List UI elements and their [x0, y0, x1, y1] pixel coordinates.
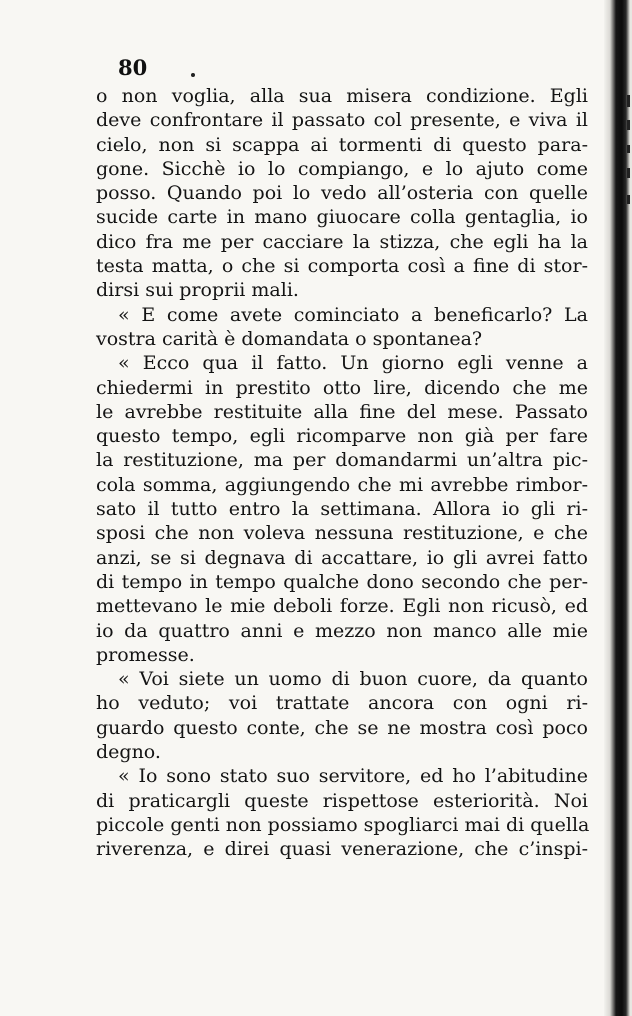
gutter-mark: [627, 145, 630, 153]
gutter-mark: [627, 95, 630, 107]
text-line: o non voglia, alla sua misera condizione. Egli: [96, 85, 588, 107]
gutter-mark: [627, 168, 630, 178]
text-line: dirsi sui proprii mali.: [96, 279, 299, 302]
text-line: la restituzione, ma per domandarmi un’altra pic-: [96, 449, 588, 472]
text-line: « Voi siete un uomo di buon cuore, da quanto: [118, 668, 588, 691]
gutter-mark: [627, 120, 630, 130]
text-line: ho veduto; voi trattate ancora con ogni ri-: [96, 692, 588, 715]
text-line: riverenza, e direi quasi venerazione, che c’inspi-: [96, 838, 588, 861]
text-line: deve confrontare il passato col presente, e viva il: [96, 109, 588, 132]
text-line: sposi che non voleva nessuna restituzione, e che: [96, 522, 588, 545]
text-line: io da quattro anni e mezzo non manco alle mie: [96, 619, 588, 642]
page-body-text: [96, 84, 588, 862]
text-line: chiedermi in prestito otto lire, dicendo che me: [96, 376, 588, 399]
book-binding-gutter: [604, 0, 632, 1016]
text-line: mettevano le mie deboli forze. Egli non ricusò, ed: [96, 595, 588, 618]
text-line: « Ecco qua il fatto. Un giorno egli venne a: [118, 352, 588, 375]
text-line: di tempo in tempo qualche dono secondo che per-: [96, 570, 588, 593]
text-line: sucide carte in mano giuocare colla gentaglia, io: [96, 206, 588, 229]
text-line: anzi, se si degnava di accattare, io gli avrei fatto: [96, 546, 588, 569]
text-line: « Io sono stato suo servitore, ed ho l’abitudine: [118, 765, 588, 788]
gutter-mark: [627, 195, 630, 204]
text-line: guardo questo conte, che se ne mostra così poco: [96, 716, 588, 739]
text-line: vostra carità è domandata o spontanea?: [96, 327, 483, 350]
text-line: le avrebbe restituite alla fine del mese. Passato: [96, 400, 588, 423]
text-line: piccole genti non possiamo spogliarci mai di quella: [96, 813, 590, 836]
text-line: « E come avete cominciato a beneficarlo? La: [118, 303, 588, 326]
text-line: posso. Quando poi lo vedo all’osteria con quelle: [96, 182, 588, 205]
text-line: cielo, non si scappa ai tormenti di questo para-: [96, 133, 588, 156]
text-line: degno.: [96, 741, 161, 764]
text-line: dico fra me per cacciare la stizza, che egli ha la: [96, 230, 588, 253]
text-line: gone. Sicchè io lo compiango, e lo ajuto come: [96, 157, 588, 180]
page-number: 80: [118, 55, 148, 80]
text-line: promesse.: [96, 643, 195, 666]
text-line: questo tempo, egli ricomparve non già per fare: [96, 425, 588, 448]
text-line: di praticargli queste rispettose esteriorità. Noi: [96, 789, 588, 812]
print-speck: [191, 73, 195, 77]
text-line: cola somma, aggiungendo che mi avrebbe rimbor-: [96, 473, 588, 496]
text-line: sato il tutto entro la settimana. Allora io gli ri-: [96, 498, 588, 521]
text-line: testa matta, o che si comporta così a fine di stor-: [96, 255, 588, 278]
